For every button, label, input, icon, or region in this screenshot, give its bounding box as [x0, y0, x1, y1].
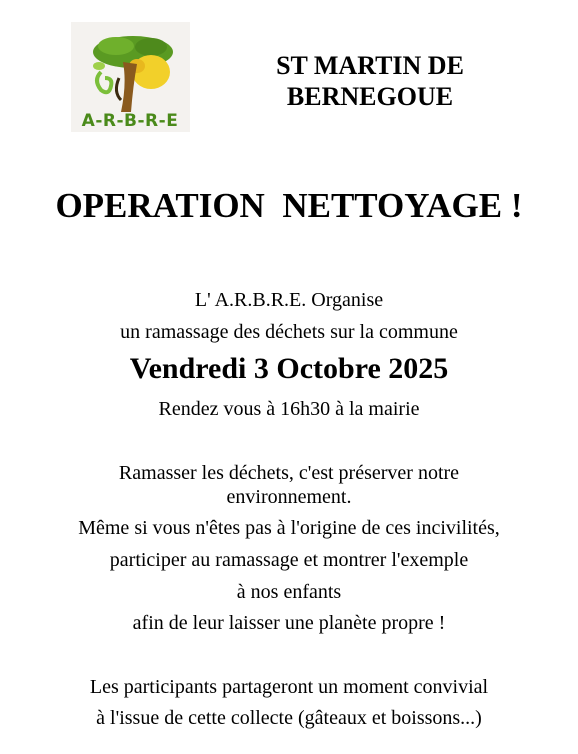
message-line-6: afin de leur laisser une planète propre !: [132, 612, 446, 634]
town-line-1: ST MARTIN DE: [276, 51, 464, 80]
closing-line-1: Les participants partageront un moment convivial: [89, 676, 489, 698]
event-date: Vendredi 3 Octobre 2025: [129, 352, 449, 385]
page-title: OPERATION NETTOYAGE !: [55, 186, 523, 225]
message-line-5: à nos enfants: [236, 581, 342, 603]
town-line-2: BERNEGOUE: [286, 82, 454, 111]
message-line-3: Même si vous n'êtes pas à l'origine de ces incivilités,: [78, 517, 500, 539]
arbre-logo: [71, 22, 190, 132]
town-name: [240, 50, 500, 112]
intro-line-2: un ramassage des déchets sur la commune: [120, 321, 458, 343]
intro-line-1: L' A.R.B.R.E. Organise: [194, 289, 384, 311]
closing-line-2: à l'issue de cette collecte (gâteaux et boissons...): [96, 707, 482, 729]
message-line-1: Ramasser les déchets, c'est préserver notre: [118, 462, 460, 484]
meeting-info: Rendez vous à 16h30 à la mairie: [158, 398, 420, 420]
logo-text: A-R-B-R-E: [81, 111, 179, 131]
message-line-2: environnement.: [226, 486, 352, 508]
message-line-4: participer au ramassage et montrer l'exemple: [109, 549, 469, 571]
